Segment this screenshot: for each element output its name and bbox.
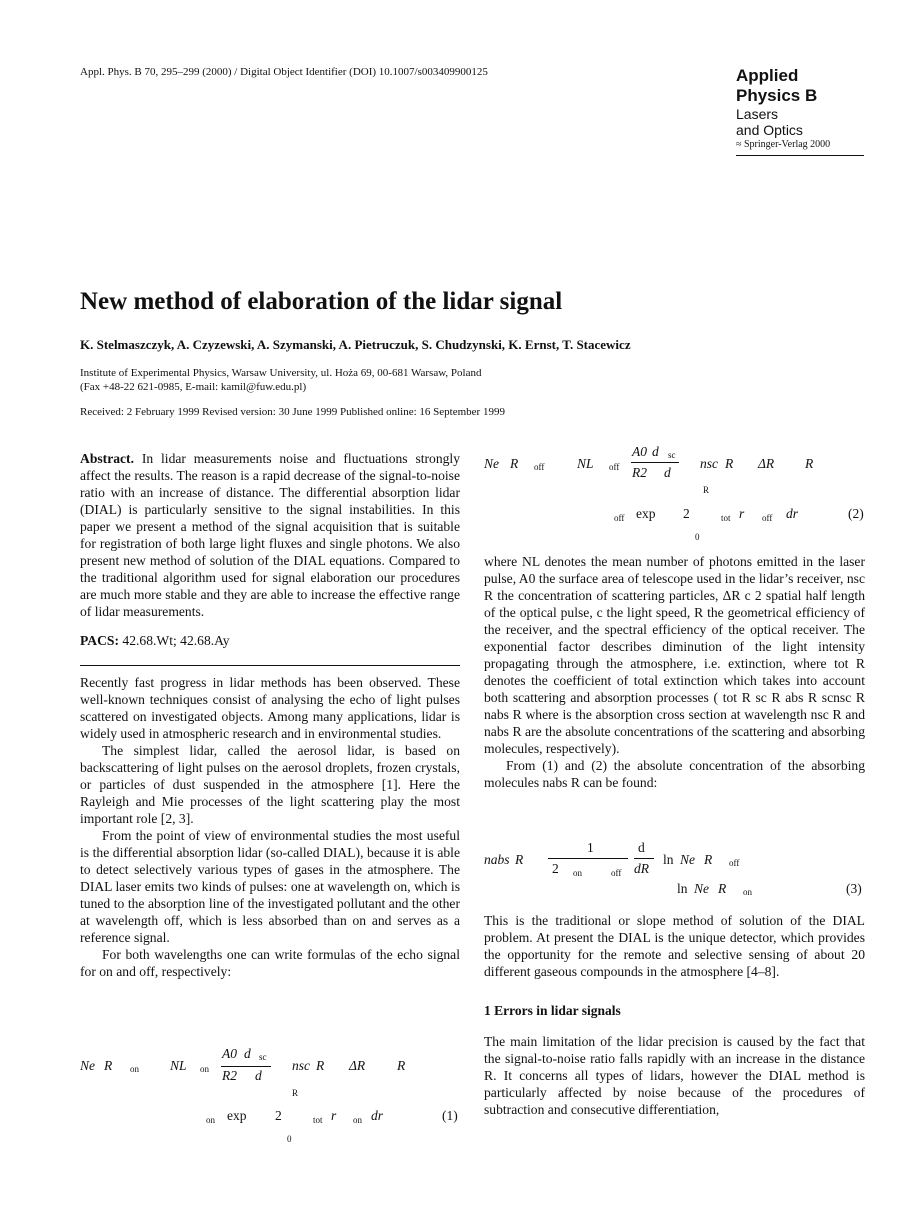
eq1-on: on [130, 1064, 139, 1074]
eq2-sc: sc [668, 450, 676, 460]
eq2-r: R [510, 456, 519, 471]
eq3-on: on [573, 868, 582, 878]
affiliation [80, 366, 860, 394]
eq1-fraction-bar [221, 1066, 271, 1067]
eq2-off-2: off [609, 462, 620, 472]
right-column-lower [484, 912, 865, 1118]
eq1-limit-r: R [292, 1088, 299, 1098]
eq2-off: off [534, 462, 545, 472]
affiliation-line-2: (Fax +48-22 621-0985, E-mail: kamil@fuw.edu.pl) [80, 381, 307, 393]
eq1-on-4: on [353, 1115, 362, 1125]
journal-subtitle-1: Lasers [736, 106, 779, 122]
eq2-off-4: off [762, 513, 773, 523]
eq2-r-3: R [805, 456, 814, 471]
body-paragraph-2: The simplest lidar, called the aerosol lidar, is based on backscattering of light pulses on the aerosol droplets, frozen crystals, or particles of dust suspended in the atmosphere [1]. Here the Rayleigh and Mie processes of the light scattering play the most important role [2, 3]. [80, 743, 460, 826]
eq3-off-2: off [729, 858, 740, 868]
eq1-sc: sc [259, 1052, 267, 1062]
left-column [80, 450, 460, 980]
eq2-fraction-bar [631, 462, 679, 463]
body-paragraph-1: Recently fast progress in lidar methods has been observed. These well-known techniques consist of analysing the echo of light pulses scattered on investigated objects. Among many applications, lidar is widely used in atmospheric research and in environmental studies. [80, 675, 460, 741]
eq3-on-2: on [743, 887, 752, 897]
eq2-lhs: Ne [484, 456, 499, 471]
eq1-nl: NL [170, 1058, 187, 1073]
journal-subtitle-2: and Optics [736, 122, 803, 138]
eq3-two: 2 [552, 861, 559, 876]
publisher-line: ≈ Springer-Verlag 2000 [736, 138, 864, 156]
abstract [80, 450, 460, 620]
eq2-a0: A0 [632, 444, 647, 459]
eq2-limit-zero: 0 [695, 532, 700, 542]
eq1-lhs: Ne [80, 1058, 95, 1073]
eq2-exp: exp [636, 506, 656, 521]
eq2-d: d [652, 444, 659, 459]
eq1-nsc: nsc [292, 1058, 310, 1073]
journal-name: Applied Physics B [736, 66, 818, 105]
pacs [80, 632, 460, 649]
eq2-two: 2 [683, 506, 690, 521]
eq3-nabs: nabs [484, 852, 510, 867]
affiliation-line-1: Institute of Experimental Physics, Warsaw University, ul. Hoża 69, 00-681 Warsaw, Poland [80, 367, 482, 379]
eq1-r-3: R [397, 1058, 406, 1073]
eq2-number: (2) [848, 506, 864, 521]
eq1-tot: tot [313, 1115, 323, 1125]
author-list: K. Stelmaszczyk, A. Czyzewski, A. Szymanski, A. Pietruczuk, S. Chudzynski, K. Ernst, T. Stacewicz [80, 337, 631, 352]
eq2-r-2: R [725, 456, 734, 471]
eq2-tot: tot [721, 513, 731, 523]
eq3-dr: dR [634, 861, 649, 876]
eq1-on-2: on [200, 1064, 209, 1074]
eq1-r2: R2 [222, 1068, 237, 1083]
pacs-codes: 42.68.Wt; 42.68.Ay [119, 633, 230, 648]
article-title: New method of elaboration of the lidar signal [80, 288, 563, 315]
section-divider [80, 665, 460, 666]
from-paragraph: From (1) and (2) the absolute concentration of the absorbing molecules nabs R can be found: [484, 758, 865, 790]
section-heading: 1 Errors in lidar signals [484, 1003, 621, 1018]
body-paragraph-4: For both wavelengths one can write formulas of the echo signal for on and off, respectively: [80, 947, 460, 979]
eq2-delta-r: ΔR [758, 456, 775, 471]
eq3-r: R [515, 852, 524, 867]
traditional-method-paragraph: This is the traditional or slope method of solution of the DIAL problem. At present the DIAL is the unique detector, which provides the opportunity for the remote and selective sensing of about 20 different gaseous compounds in the atmosphere [4–8]. [484, 913, 865, 979]
eq3-fraction-bar [548, 858, 628, 859]
eq1-delta-r: ΔR [349, 1058, 366, 1073]
eq2-dr: dr [786, 506, 799, 521]
eq3-ln-2: ln [677, 881, 688, 896]
eq3-ne-2: Ne [694, 881, 709, 896]
errors-paragraph: The main limitation of the lidar precision is caused by the fact that the signal-to-noise ratio falls rapidly with an increase in the distance R. It concerns all types of lidars, however the DIAL method is particularly affected by noise because of the procedures of subtraction and consecutive differentiation, [484, 1034, 865, 1117]
eq1-exp: exp [227, 1108, 247, 1123]
eq1-r-var: r [331, 1108, 337, 1123]
pacs-label: PACS: [80, 633, 120, 648]
eq3-r-2: R [704, 852, 713, 867]
eq1-number: (1) [442, 1108, 458, 1123]
received-dates: Received: 2 February 1999 Revised version: 30 June 1999 Published online: 16 September 1999 [80, 406, 505, 418]
eq2-limit-r: R [703, 485, 710, 495]
eq2-r2: R2 [632, 465, 647, 480]
eq1-two: 2 [275, 1108, 282, 1123]
body-paragraph-3: From the point of view of environmental studies the most useful is the differential absorption lidar (so-called DIAL), because it is able to detect selectively various types of gases in the atmosphere. The DIAL laser emits two kinds of pulses: one at wavelength on, which is tuned to the absorption line of the investigated pollutant and the other at wavelength off, which is less absorbed than on and serves as a reference signal. [80, 828, 460, 945]
eq1-r: R [104, 1058, 113, 1073]
abstract-text: In lidar measurements noise and fluctuations strongly affect the results. The reason is a rapid decrease of the signal-to-noise ratio with an increase of distance. The differential absorption lidar (DIAL) is particularly sensitive to the signal instabilities. In this paper we present a method of the signal acquisition that is suitable for registration of both large light fluxes and single photons. We also present new method of solution of the DIAL equations. Compared to the traditional algorithm used for signal elaboration our procedures are much more stable and they are able to increase the effective range of lidar measurements. [80, 451, 460, 619]
eq1-d-lower: d [255, 1068, 262, 1083]
eq2-off-3: off [614, 513, 625, 523]
abstract-label: Abstract. [80, 451, 134, 466]
eq3-one: 1 [587, 840, 594, 855]
eq3-ln: ln [663, 852, 674, 867]
eq3-ne: Ne [680, 852, 695, 867]
eq2-nsc: nsc [700, 456, 718, 471]
eq1-d: d [244, 1046, 251, 1061]
journal-brand [736, 66, 864, 156]
eq2-r-var: r [739, 506, 745, 521]
eq2-d-lower: d [664, 465, 671, 480]
where-paragraph: where NL denotes the mean number of photons emitted in the laser pulse, A0 the surface area of telescope used in the lidar’s receiver, nsc R the concentration of scattering particles, ΔR c 2 spatial half length of the optical pulse, c the light speed, R the geometrical efficiency of the receiver, and the spectral efficiency of the optical receiver. The exponential factor describes diminution of the light intensity propagating through the atmosphere, i.e. extinction, where tot R denotes the coefficient of total extinction which takes into account both scattering and absorption processes ( tot R sc R abs R scnsc R nabs R where is the absorption cross section at wavelength nsc R and nabs R are the absolute concentrations of the scattering and absorbing molecules, respectively). [484, 554, 865, 756]
journal-reference: Appl. Phys. B 70, 295–299 (2000) / Digital Object Identifier (DOI) 10.1007/s003409900125 [80, 66, 488, 78]
right-column [484, 553, 865, 791]
eq3-derivative-bar [634, 858, 654, 859]
eq1-a0: A0 [222, 1046, 237, 1061]
eq1-dr: dr [371, 1108, 384, 1123]
eq1-r-2: R [316, 1058, 325, 1073]
eq3-r-3: R [718, 881, 727, 896]
eq3-d: d [638, 840, 645, 855]
eq2-nl: NL [577, 456, 594, 471]
eq3-off: off [611, 868, 622, 878]
eq1-limit-zero: 0 [287, 1134, 292, 1144]
eq1-on-3: on [206, 1115, 215, 1125]
eq3-number: (3) [846, 881, 862, 896]
